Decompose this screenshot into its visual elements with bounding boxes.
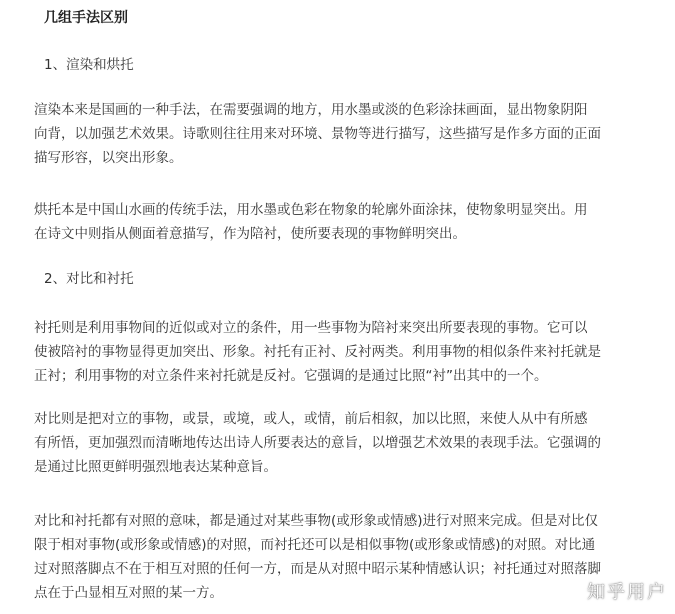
paragraph-line: 是通过比照更鲜明强烈地表达某种意旨。 xyxy=(34,459,277,475)
paragraph-line: 对比则是把对立的事物，或景，或境，或人，或情，前后相叙，加以比照，来使人从中有所感 xyxy=(34,411,588,427)
paragraph-line: 描写形容，以突出形象。 xyxy=(34,150,183,166)
paragraph-line: 衬托则是利用事物间的近似或对立的条件，用一些事物为陪衬来突出所要表现的事物。它可以 xyxy=(34,320,588,336)
paragraph-line: 向背，以加强艺术效果。诗歌则往往用来对环境、景物等进行描写，这些描写是作多方面的正面 xyxy=(34,126,601,142)
paragraph-line: 点在于凸显相互对照的某一方。 xyxy=(34,585,223,601)
watermark: 知乎用户 xyxy=(587,582,667,603)
paragraph-line: 渲染本来是国画的一种手法，在需要强调的地方，用水墨或淡的色彩涂抹画面，显出物象阴阳 xyxy=(34,102,588,118)
paragraph-line: 有所悟，更加强烈而清晰地传达出诗人所要表达的意旨，以增强艺术效果的表现手法。它强调的 xyxy=(34,435,601,451)
section-heading-2: 2、对比和衬托 xyxy=(44,271,134,287)
paragraph-line: 限于相对事物(或形象或情感)的对照，而衬托还可以是相似事物(或形象或情感)的对照。对比通 xyxy=(34,537,596,553)
paragraph-comparison-summary xyxy=(34,509,656,605)
paragraph-setting-off xyxy=(34,198,656,246)
paragraph-line: 在诗文中则指从侧面着意描写，作为陪衬，使所要表现的事物鲜明突出。 xyxy=(34,226,466,242)
paragraph-line: 过对照落脚点不在于相互对照的任何一方，而是从对照中昭示某种情感认识；衬托通过对照落脚 xyxy=(34,561,601,577)
paragraph-rendering xyxy=(34,98,656,170)
paragraph-foil xyxy=(34,316,656,388)
document-title: 几组手法区别 xyxy=(44,10,128,26)
paragraph-line: 正衬；利用事物的对立条件来衬托就是反衬。它强调的是通过比照“衬”出其中的一个。 xyxy=(34,368,548,384)
paragraph-line: 烘托本是中国山水画的传统手法，用水墨或色彩在物象的轮廓外面涂抹，使物象明显突出。用 xyxy=(34,202,588,218)
section-heading-1: 1、渲染和烘托 xyxy=(44,57,134,73)
paragraph-contrast xyxy=(34,407,656,479)
paragraph-line: 对比和衬托都有对照的意味，都是通过对某些事物(或形象或情感)进行对照来完成。但是对比仅 xyxy=(34,513,599,529)
paragraph-line: 使被陪衬的事物显得更加突出、形象。衬托有正衬、反衬两类。利用事物的相似条件来衬托就是 xyxy=(34,344,601,360)
